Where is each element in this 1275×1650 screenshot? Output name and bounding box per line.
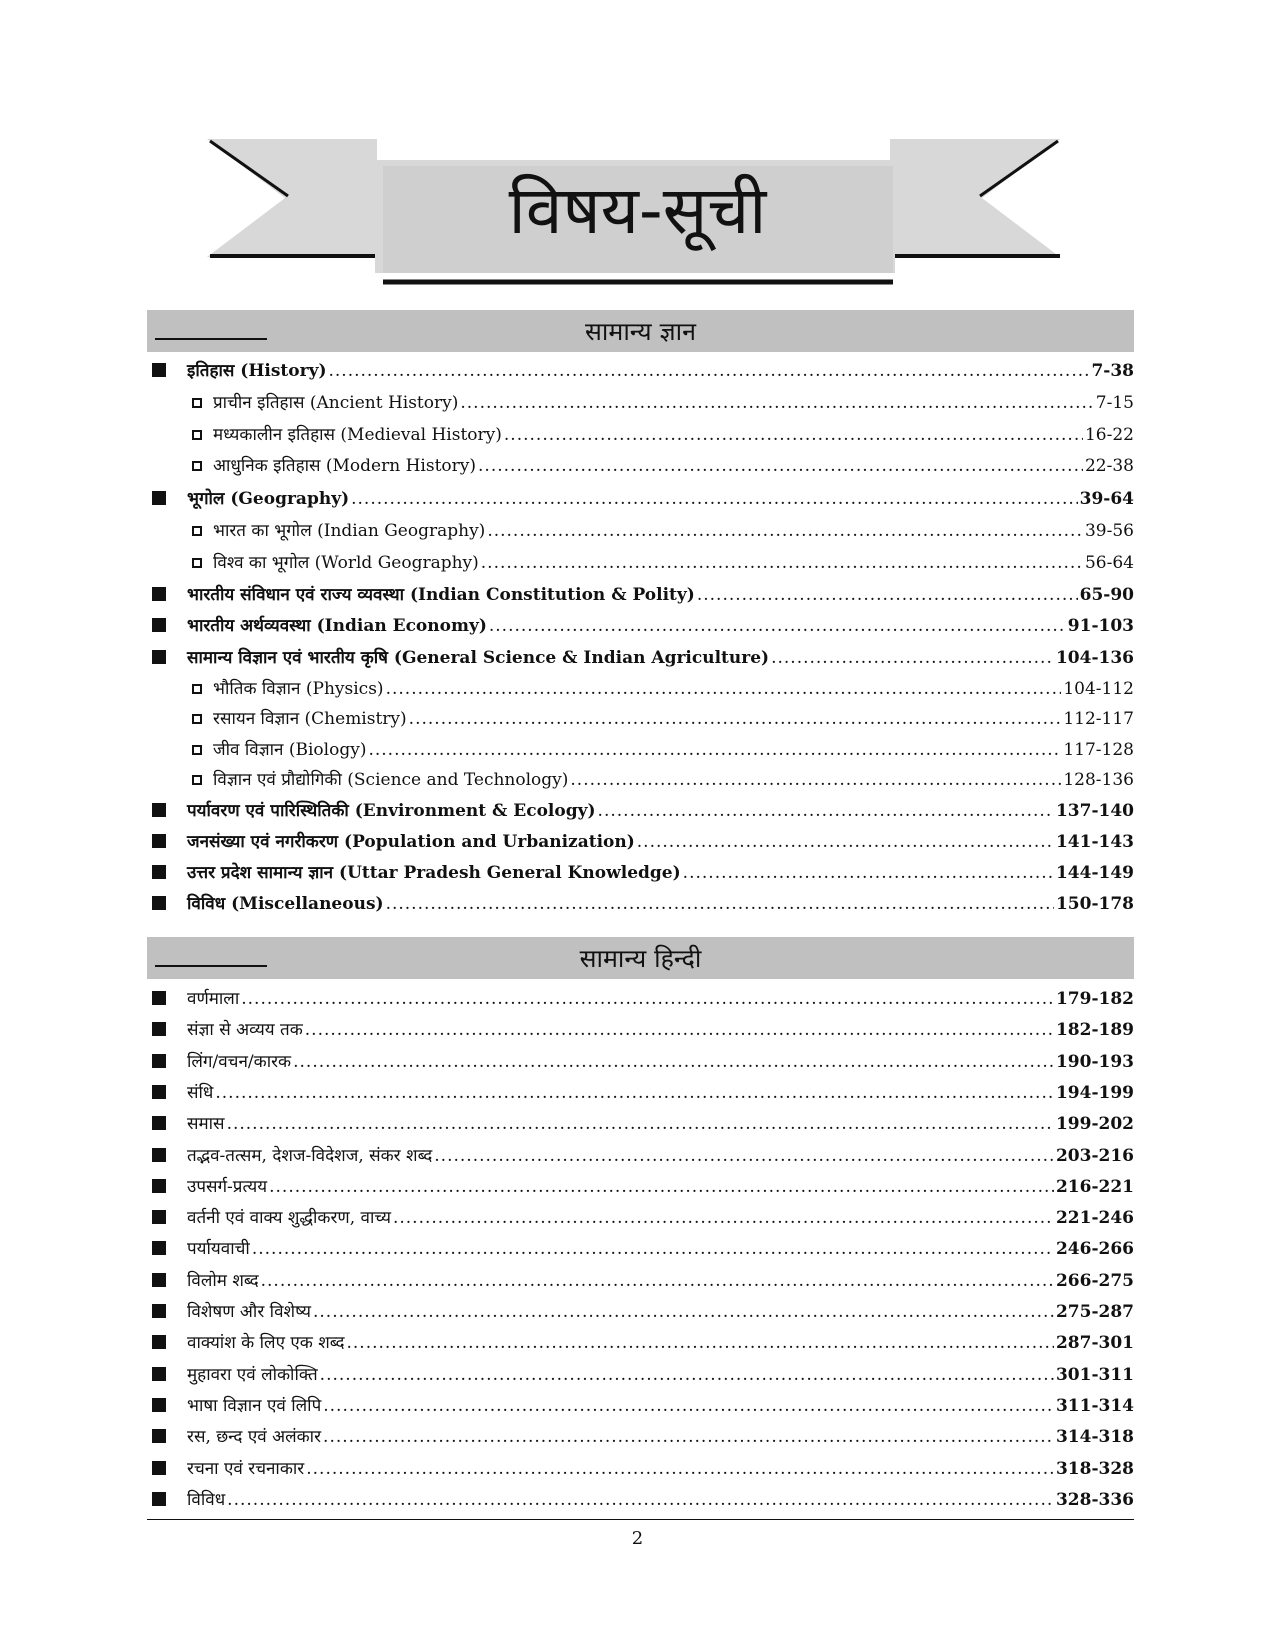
page-title: विषय-सूची: [508, 172, 767, 249]
toc-entry: [147, 389, 1134, 413]
dot-leader: [409, 709, 1062, 729]
toc-entry-label: उत्तर प्रदेश सामान्य ज्ञान (Uttar Pradesh General Knowledge): [187, 863, 681, 883]
toc-entry-label: पर्यायवाची: [187, 1239, 250, 1259]
toc-entry-pages: 56-64: [1084, 553, 1134, 573]
toc-entry: [147, 1079, 1134, 1103]
filled-square-bullet-icon: [152, 865, 166, 879]
filled-square-bullet-icon: [152, 803, 166, 817]
toc-entry: [147, 766, 1134, 790]
toc-entry-pages: 7-15: [1095, 393, 1134, 413]
toc-entry-pages: 137-140: [1055, 801, 1134, 821]
toc-entry-pages: 104-112: [1063, 679, 1134, 699]
toc-entry: [147, 1361, 1134, 1385]
dot-leader: [570, 770, 1061, 790]
toc-entry: [147, 612, 1134, 636]
toc-entry: [147, 1016, 1134, 1040]
filled-square-bullet-icon: [152, 650, 166, 664]
toc-entry-pages: 22-38: [1084, 456, 1134, 476]
filled-square-bullet-icon: [152, 1398, 166, 1412]
toc-entry: [147, 1235, 1134, 1259]
filled-square-bullet-icon: [152, 1492, 166, 1506]
toc-entry-pages: 311-314: [1055, 1396, 1134, 1416]
hollow-square-bullet-icon: [192, 430, 202, 440]
toc-entry-label: रस, छन्द एवं अलंकार: [187, 1427, 322, 1447]
toc-entry-pages: 216-221: [1055, 1177, 1134, 1197]
toc-entry: [147, 1455, 1134, 1479]
toc-entry-label: विश्व का भूगोल (World Geography): [213, 553, 479, 573]
toc-entry: [147, 1329, 1134, 1353]
toc-entry-pages: 144-149: [1055, 863, 1134, 883]
toc-entry-label: रचना एवं रचनाकार: [187, 1459, 305, 1479]
toc-entry: [147, 549, 1134, 573]
filled-square-bullet-icon: [152, 1085, 166, 1099]
dot-leader: [261, 1271, 1054, 1291]
toc-entry-label: भूगोल (Geography): [187, 489, 350, 509]
dot-leader: [481, 553, 1083, 573]
section-title: सामान्य हिन्दी: [579, 944, 702, 973]
dot-leader: [434, 1146, 1054, 1166]
toc-entry-pages: 39-56: [1084, 521, 1134, 541]
section-header-general-knowledge: [147, 310, 1134, 352]
dot-leader: [305, 1020, 1054, 1040]
hollow-square-bullet-icon: [192, 398, 202, 408]
footer-rule: [147, 1519, 1134, 1520]
dot-leader: [215, 1083, 1054, 1103]
filled-square-bullet-icon: [152, 1461, 166, 1475]
toc-entry: [147, 859, 1134, 883]
dot-leader: [320, 1365, 1054, 1385]
filled-square-bullet-icon: [152, 1241, 166, 1255]
dot-leader: [269, 1177, 1054, 1197]
dot-leader: [478, 456, 1083, 476]
dot-leader: [683, 863, 1054, 883]
toc-entry-pages: 112-117: [1063, 709, 1134, 729]
hollow-square-bullet-icon: [192, 526, 202, 536]
hollow-square-bullet-icon: [192, 558, 202, 568]
filled-square-bullet-icon: [152, 1022, 166, 1036]
toc-entry: [147, 421, 1134, 445]
filled-square-bullet-icon: [152, 618, 166, 632]
dot-leader: [487, 521, 1083, 541]
dot-leader: [346, 1333, 1053, 1353]
toc-entry-pages: 16-22: [1084, 425, 1134, 445]
filled-square-bullet-icon: [152, 491, 166, 505]
toc-entry-label: तद्भव-तत्सम, देशज-विदेशज, संकर शब्द: [187, 1146, 433, 1166]
filled-square-bullet-icon: [152, 896, 166, 910]
dot-leader: [328, 361, 1089, 381]
dot-leader: [637, 832, 1054, 852]
hollow-square-bullet-icon: [192, 745, 202, 755]
toc-entry: [147, 1048, 1134, 1072]
toc-entry-label: विशेषण और विशेष्य: [187, 1302, 311, 1322]
hollow-square-bullet-icon: [192, 714, 202, 724]
filled-square-bullet-icon: [152, 1148, 166, 1162]
toc-entry-label: भारत का भूगोल (Indian Geography): [213, 521, 486, 541]
toc-entry-label: प्राचीन इतिहास (Ancient History): [213, 393, 459, 413]
page-number: 2: [631, 1528, 644, 1549]
toc-entry: [147, 1110, 1134, 1134]
toc-entry: [147, 1142, 1134, 1166]
toc-entry: [147, 1486, 1134, 1510]
toc-entry-label: उपसर्ग-प्रत्यय: [187, 1177, 268, 1197]
toc-entry-pages: 7-38: [1091, 361, 1134, 381]
toc-entry-pages: 179-182: [1055, 989, 1134, 1009]
section-title: सामान्य ज्ञान: [585, 317, 696, 346]
toc-entry-pages: 128-136: [1063, 770, 1134, 790]
toc-entry-pages: 199-202: [1055, 1114, 1134, 1134]
dot-leader: [386, 894, 1054, 914]
toc-entry: [147, 890, 1134, 914]
toc-entry-label: संधि: [187, 1083, 214, 1103]
toc-entry-pages: 314-318: [1055, 1427, 1134, 1447]
toc-entry-label: विज्ञान एवं प्रौद्योगिकी (Science and Technology): [213, 770, 569, 790]
dot-leader: [241, 989, 1054, 1009]
toc-entry: [147, 1204, 1134, 1228]
toc-entry-pages: 266-275: [1055, 1271, 1134, 1291]
dot-leader: [323, 1427, 1054, 1447]
toc-entry-label: सामान्य विज्ञान एवं भारतीय कृषि (General Science & Indian Agriculture): [187, 648, 770, 668]
toc-entry: [147, 1423, 1134, 1447]
toc-entry: [147, 675, 1134, 699]
toc-entry-pages: 117-128: [1063, 740, 1134, 760]
toc-entry-pages: 65-90: [1079, 585, 1134, 605]
dot-leader: [386, 679, 1062, 699]
toc-entry: [147, 705, 1134, 729]
filled-square-bullet-icon: [152, 991, 166, 1005]
toc-entry-pages: 246-266: [1055, 1239, 1134, 1259]
toc-entry-pages: 182-189: [1055, 1020, 1134, 1040]
toc-entry: [147, 357, 1134, 381]
dot-leader: [393, 1208, 1054, 1228]
toc-entry-label: वर्तनी एवं वाक्य शुद्धीकरण, वाच्य: [187, 1208, 391, 1228]
hollow-square-bullet-icon: [192, 684, 202, 694]
filled-square-bullet-icon: [152, 1335, 166, 1349]
toc-entry-label: भारतीय संविधान एवं राज्य व्यवस्था (Indian Constitution & Polity): [187, 585, 695, 605]
dot-leader: [351, 489, 1078, 509]
toc-entry-pages: 150-178: [1055, 894, 1134, 914]
toc-entry-pages: 221-246: [1055, 1208, 1134, 1228]
dot-leader: [771, 648, 1054, 668]
dot-leader: [323, 1396, 1054, 1416]
toc-entry: [147, 644, 1134, 668]
dot-leader: [598, 801, 1054, 821]
toc-entry: [147, 1298, 1134, 1322]
toc-entry-label: लिंग/वचन/कारक: [187, 1052, 292, 1072]
dot-leader: [489, 616, 1066, 636]
toc-entry: [147, 797, 1134, 821]
filled-square-bullet-icon: [152, 1116, 166, 1130]
dot-leader: [504, 425, 1083, 445]
filled-square-bullet-icon: [152, 363, 166, 377]
hollow-square-bullet-icon: [192, 461, 202, 471]
hollow-square-bullet-icon: [192, 775, 202, 785]
toc-entry-label: मुहावरा एवं लोकोक्ति: [187, 1365, 318, 1385]
toc-entry-label: भारतीय अर्थव्यवस्था (Indian Economy): [187, 616, 487, 636]
toc-entry-pages: 301-311: [1055, 1365, 1134, 1385]
toc-entry: [147, 485, 1134, 509]
toc-entry-label: समास: [187, 1114, 225, 1134]
toc-entry: [147, 736, 1134, 760]
filled-square-bullet-icon: [152, 1367, 166, 1381]
toc-entry-label: भौतिक विज्ञान (Physics): [213, 679, 384, 699]
toc-entry-label: विविध (Miscellaneous): [187, 894, 384, 914]
dot-leader: [227, 1114, 1054, 1134]
filled-square-bullet-icon: [152, 587, 166, 601]
dot-leader: [293, 1052, 1054, 1072]
filled-square-bullet-icon: [152, 1304, 166, 1318]
toc-entry-label: जनसंख्या एवं नगरीकरण (Population and Urbanization): [187, 832, 635, 852]
toc-entry: [147, 581, 1134, 605]
dot-leader: [252, 1239, 1054, 1259]
dot-leader: [460, 393, 1093, 413]
dot-leader: [306, 1459, 1054, 1479]
dot-leader: [313, 1302, 1054, 1322]
toc-entry-pages: 318-328: [1055, 1459, 1134, 1479]
filled-square-bullet-icon: [152, 1054, 166, 1068]
toc-entry-pages: 190-193: [1055, 1052, 1134, 1072]
dot-leader: [368, 740, 1061, 760]
filled-square-bullet-icon: [152, 1179, 166, 1193]
filled-square-bullet-icon: [152, 1210, 166, 1224]
toc-entry-pages: 104-136: [1055, 648, 1134, 668]
toc-entry-label: विलोम शब्द: [187, 1271, 259, 1291]
toc-entry-pages: 328-336: [1055, 1490, 1134, 1510]
toc-entry-label: भाषा विज्ञान एवं लिपि: [187, 1396, 322, 1416]
title-banner: [0, 0, 1275, 300]
toc-entry-label: पर्यावरण एवं पारिस्थितिकी (Environment & Ecology): [187, 801, 596, 821]
filled-square-bullet-icon: [152, 1273, 166, 1287]
toc-entry-pages: 141-143: [1055, 832, 1134, 852]
toc-entry-label: वर्णमाला: [187, 989, 240, 1009]
toc-entry-pages: 287-301: [1055, 1333, 1134, 1353]
toc-entry-label: संज्ञा से अव्यय तक: [187, 1020, 303, 1040]
toc-entry-label: इतिहास (History): [187, 361, 327, 381]
section-header-general-hindi: [147, 937, 1134, 979]
toc-entry-pages: 203-216: [1055, 1146, 1134, 1166]
toc-entry: [147, 517, 1134, 541]
toc-entry: [147, 1392, 1134, 1416]
toc-entry-pages: 91-103: [1067, 616, 1134, 636]
toc-entry-pages: 194-199: [1055, 1083, 1134, 1103]
toc-entry-label: आधुनिक इतिहास (Modern History): [213, 456, 477, 476]
toc-entry: [147, 1267, 1134, 1291]
dot-leader: [227, 1490, 1054, 1510]
toc-entry-label: मध्यकालीन इतिहास (Medieval History): [213, 425, 502, 445]
toc-entry-label: रसायन विज्ञान (Chemistry): [213, 709, 407, 729]
dot-leader: [697, 585, 1078, 605]
filled-square-bullet-icon: [152, 1429, 166, 1443]
toc-entry: [147, 452, 1134, 476]
toc-entry-label: विविध: [187, 1490, 226, 1510]
toc-entry-pages: 275-287: [1055, 1302, 1134, 1322]
toc-entry: [147, 985, 1134, 1009]
filled-square-bullet-icon: [152, 834, 166, 848]
toc-entry-label: जीव विज्ञान (Biology): [213, 740, 367, 760]
toc-entry: [147, 828, 1134, 852]
toc-entry: [147, 1173, 1134, 1197]
toc-entry-label: वाक्यांश के लिए एक शब्द: [187, 1333, 345, 1353]
toc-entry-pages: 39-64: [1079, 489, 1134, 509]
